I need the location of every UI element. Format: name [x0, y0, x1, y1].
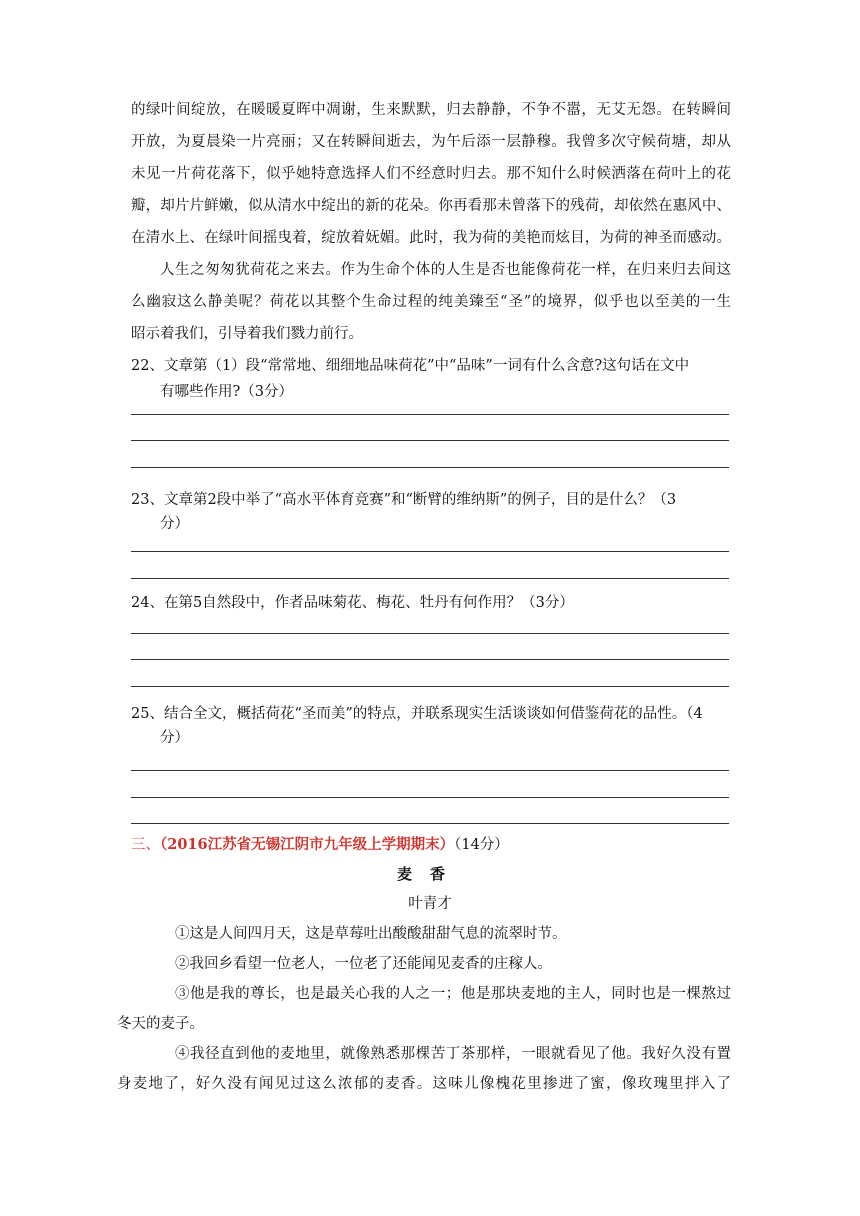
article-paragraph-4: ④我径直到他的麦地里，就像熟悉那棵苦丁茶那样，一眼就看见了他。我好久没有置: [175, 1046, 731, 1062]
answer-line[interactable]: [131, 659, 729, 660]
answer-line[interactable]: [131, 551, 729, 552]
passage-line: 人生之匆匆犹荷花之来去。作为生命个体的人生是否也能像荷花一样，在归来归去间这: [160, 262, 731, 278]
passage-line: 么幽寂这么静美呢？荷花以其整个生命过程的纯美臻至“圣”的境界，似乎也以至美的一生: [131, 294, 731, 310]
answer-line[interactable]: [131, 770, 729, 771]
answer-line[interactable]: [131, 633, 729, 634]
section-number: 三、: [131, 837, 160, 853]
answer-line[interactable]: [131, 686, 729, 687]
question-22-cont: 有哪些作用?（3分）: [160, 384, 293, 400]
passage-line: 未见一片荷花落下，似乎她特意选择人们不经意时归去。那不知什么时候洒落在荷叶上的花: [131, 166, 731, 182]
answer-line[interactable]: [131, 797, 729, 798]
article-paragraph-3-cont: 冬天的麦子。: [117, 1016, 204, 1032]
question-25-cont: 分）: [160, 730, 189, 746]
answer-line[interactable]: [131, 414, 729, 415]
passage-line: 的绿叶间绽放，在暖暖夏晖中凋谢，生来默默，归去静静，不争不嚣，无艾无怨。在转瞬间: [131, 102, 731, 118]
answer-line[interactable]: [131, 823, 729, 824]
question-22: 22、文章第（1）段“常常地、细细地品味荷花”中“品味”一词有什么含意?这句话在文中: [131, 358, 690, 374]
article-paragraph-1: ①这是人间四月天，这是草莓吐出酸酸甜甜气息的流翠时节。: [175, 926, 567, 942]
passage-line: 瓣，却片片鲜嫩，似从清水中绽出的新的花朵。你再看那未曾落下的残荷，却依然在惠风中、: [131, 198, 731, 214]
passage-line: 开放，为夏晨染一片亮丽；又在转瞬间逝去，为午后添一层静穆。我曾多次守候荷塘，却从: [131, 134, 731, 150]
article-paragraph-4-cont: 身麦地了，好久没有闻见过这么浓郁的麦香。这味儿像槐花里掺进了蜜，像玫瑰里拌入了: [117, 1076, 731, 1092]
question-24: 24、在第5自然段中，作者品味菊花、梅花、牡丹有何作用？（3分）: [131, 595, 574, 611]
answer-line[interactable]: [131, 440, 729, 441]
article-author: 叶青才: [408, 896, 452, 912]
section-header: [131, 835, 731, 855]
passage-line: 在清水上、在绿叶间摇曳着，绽放着妩媚。此时，我为荷的美艳而炫目，为荷的神圣而感动。: [131, 230, 731, 246]
article-paragraph-2: ②我回乡看望一位老人，一位老了还能闻见麦香的庄稼人。: [175, 956, 552, 972]
question-25: 25、结合全文，概括荷花“圣而美”的特点，并联系现实生活谈谈如何借鉴荷花的品性。（4: [131, 706, 703, 722]
section-points: （14分）: [454, 837, 509, 853]
answer-line[interactable]: [131, 467, 729, 468]
question-23-cont: 分）: [160, 516, 189, 532]
section-source: （2016江苏省无锡江阴市九年级上学期期末）: [160, 836, 455, 853]
passage-line: 昭示着我们，引导着我们戮力前行。: [131, 326, 363, 342]
question-23: 23、文章第2段中举了“高水平体育竞赛”和“断臂的维纳斯”的例子，目的是什么？（3: [131, 492, 677, 508]
answer-line[interactable]: [131, 578, 729, 579]
article-paragraph-3: ③他是我的尊长，也是最关心我的人之一；他是那块麦地的主人，同时也是一棵熬过: [175, 986, 731, 1002]
article-title: 麦香: [396, 865, 463, 883]
